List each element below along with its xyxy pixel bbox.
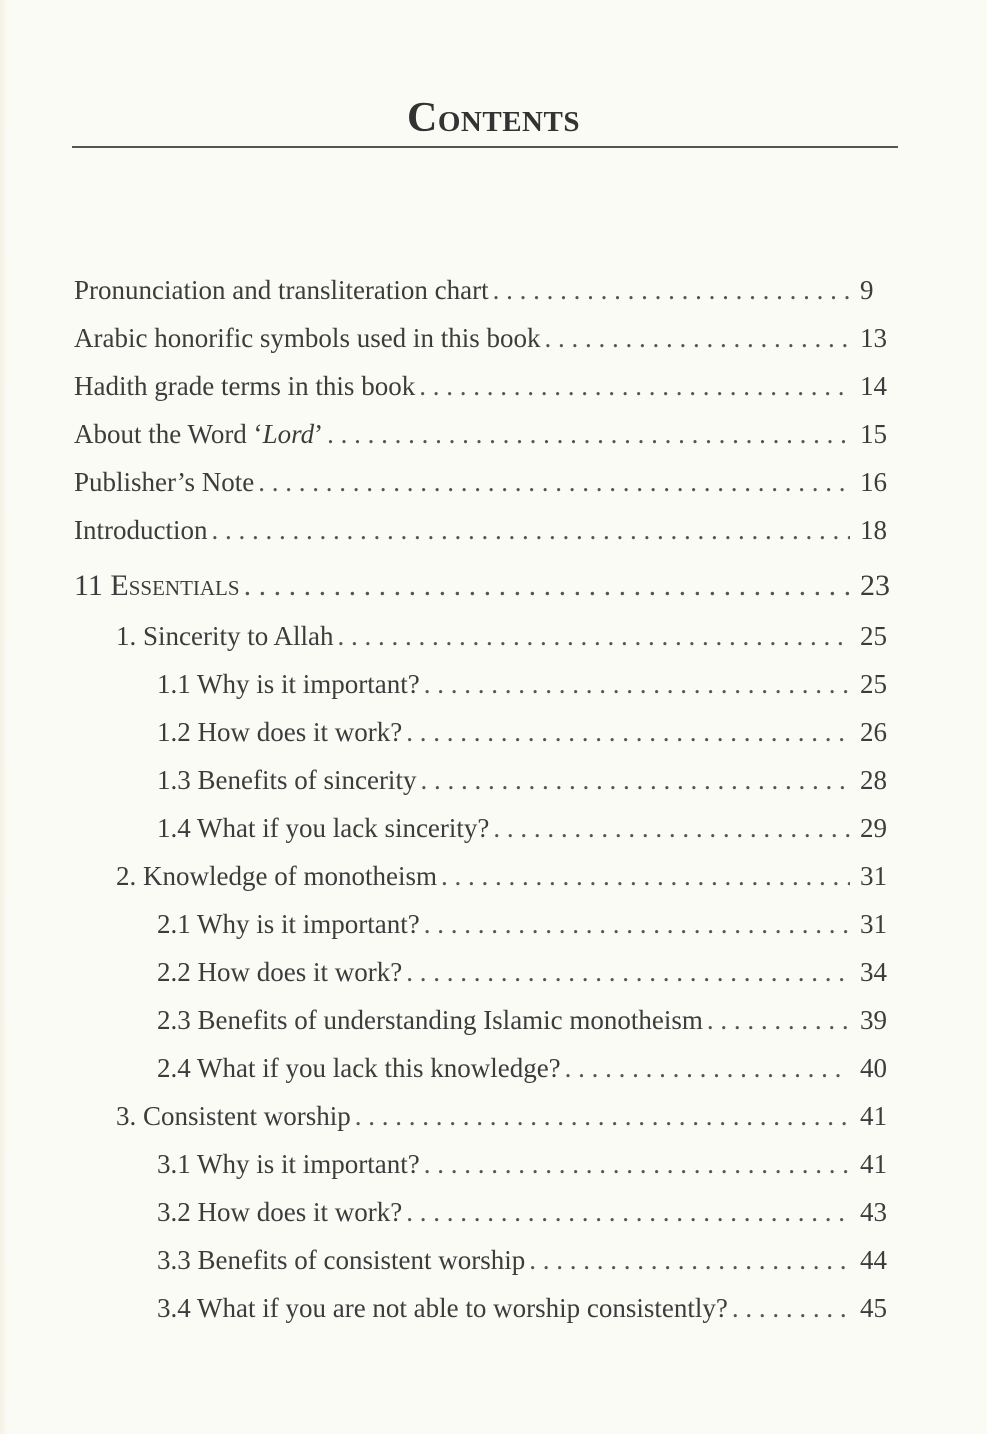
page-title: Contents — [407, 95, 580, 142]
label-prefix: About the Word ‘ — [74, 419, 263, 449]
toc-page-number: 31 — [860, 909, 887, 939]
dot-leader — [493, 808, 850, 848]
label-italic-word: Lord — [262, 419, 315, 449]
toc-section-1-3[interactable] — [157, 760, 898, 800]
toc-section-label: 1.4 What if you lack sincerity? — [157, 813, 490, 843]
toc-section-3-1[interactable] — [157, 1144, 898, 1184]
toc-section-label: 2.2 How does it work? — [157, 957, 403, 987]
toc-page-number: 13 — [860, 323, 887, 353]
toc-section-label: 3.1 Why is it important? — [157, 1149, 420, 1179]
toc-page-number: 15 — [860, 419, 887, 449]
toc-entry-label: Introduction — [74, 515, 208, 545]
title-rule — [72, 146, 898, 148]
dot-leader — [732, 1288, 850, 1328]
toc-section-label: 1.1 Why is it important? — [157, 669, 420, 699]
dot-leader — [441, 856, 850, 896]
dot-leader — [244, 566, 850, 606]
toc-section-2-1[interactable] — [157, 904, 898, 944]
toc-section-label: 2.3 Benefits of understanding Islamic monotheism — [157, 1005, 703, 1035]
toc-section-label: 3.3 Benefits of consistent worship — [157, 1245, 526, 1275]
toc-section-3-2[interactable] — [157, 1192, 898, 1232]
dot-leader — [327, 414, 850, 454]
page-edge-shadow — [0, 0, 8, 1434]
dot-leader — [544, 318, 850, 358]
dot-leader — [406, 712, 850, 752]
label-suffix: ’ — [314, 419, 324, 449]
toc-entry-label — [74, 414, 323, 454]
toc-section-label: 1.2 How does it work? — [157, 717, 403, 747]
toc-section-2-3[interactable] — [157, 1000, 898, 1040]
toc-entry-introduction[interactable] — [74, 510, 898, 550]
toc-entry-label: Publisher’s Note — [74, 467, 255, 497]
toc-page-number: 34 — [860, 957, 887, 987]
toc-page-number: 29 — [860, 813, 887, 843]
toc-page-number: 25 — [860, 669, 887, 699]
dot-leader — [565, 1048, 850, 1088]
toc-section-2-4[interactable] — [157, 1048, 898, 1088]
dot-leader — [355, 1096, 850, 1136]
toc-page-number: 41 — [860, 1149, 887, 1179]
toc-page-number: 14 — [860, 371, 887, 401]
dot-leader — [424, 904, 850, 944]
dot-leader — [406, 952, 850, 992]
toc-chapter-3[interactable] — [116, 1096, 898, 1136]
dot-leader — [406, 1192, 850, 1232]
toc-page-number: 45 — [860, 1293, 887, 1323]
toc-section-label: 1.3 Benefits of sincerity — [157, 765, 417, 795]
toc-page-number: 40 — [860, 1053, 887, 1083]
toc-entry-label: Pronunciation and transliteration chart — [74, 275, 489, 305]
dot-leader — [419, 366, 850, 406]
toc-page-number: 44 — [860, 1245, 887, 1275]
dot-leader — [211, 510, 850, 550]
toc-page-number: 23 — [860, 569, 890, 602]
toc-section-3-4[interactable] — [157, 1288, 898, 1328]
toc-section-label: 3.2 How does it work? — [157, 1197, 403, 1227]
dot-leader — [493, 270, 850, 310]
toc-section-1-2[interactable] — [157, 712, 898, 752]
toc-page-number: 43 — [860, 1197, 887, 1227]
toc-chapter-label: 3. Consistent worship — [116, 1101, 351, 1131]
toc-part-11-essentials[interactable] — [74, 566, 898, 606]
toc-chapter-2[interactable] — [116, 856, 898, 896]
dot-leader — [258, 462, 850, 502]
toc-section-1-4[interactable] — [157, 808, 898, 848]
toc-page-number: 9 — [860, 275, 874, 305]
toc-entry-pronunciation-chart[interactable] — [74, 270, 898, 310]
toc-section-label: 2.4 What if you lack this knowledge? — [157, 1053, 561, 1083]
dot-leader — [337, 616, 850, 656]
dot-leader — [707, 1000, 850, 1040]
toc-page-number: 16 — [860, 467, 887, 497]
toc-chapter-label: 1. Sincerity to Allah — [116, 621, 334, 651]
toc-section-label: 2.1 Why is it important? — [157, 909, 420, 939]
toc-page-number: 26 — [860, 717, 887, 747]
toc-page-number: 18 — [860, 515, 887, 545]
toc-page-number: 28 — [860, 765, 887, 795]
toc-section-label: 3.4 What if you are not able to worship consistently? — [157, 1293, 728, 1323]
toc-entry-hadith-grade-terms[interactable] — [74, 366, 898, 406]
toc-page-number: 25 — [860, 621, 887, 651]
toc-page-number: 31 — [860, 861, 887, 891]
toc-entry-about-word-lord[interactable] — [74, 414, 898, 454]
toc-page-number: 39 — [860, 1005, 887, 1035]
toc-section-1-1[interactable] — [157, 664, 898, 704]
dot-leader — [424, 664, 850, 704]
toc-section-3-3[interactable] — [157, 1240, 898, 1280]
toc-section-2-2[interactable] — [157, 952, 898, 992]
toc-entry-label: Hadith grade terms in this book — [74, 371, 416, 401]
toc-chapter-label: 2. Knowledge of monotheism — [116, 861, 437, 891]
dot-leader — [420, 760, 850, 800]
toc-entry-label: Arabic honorific symbols used in this book — [74, 323, 541, 353]
toc-entry-publishers-note[interactable] — [74, 462, 898, 502]
dot-leader — [424, 1144, 850, 1184]
toc-page-number: 41 — [860, 1101, 887, 1131]
toc-part-label: 11 Essentials — [74, 569, 240, 602]
toc-chapter-1[interactable] — [116, 616, 898, 656]
toc-entry-honorific-symbols[interactable] — [74, 318, 898, 358]
dot-leader — [529, 1240, 850, 1280]
